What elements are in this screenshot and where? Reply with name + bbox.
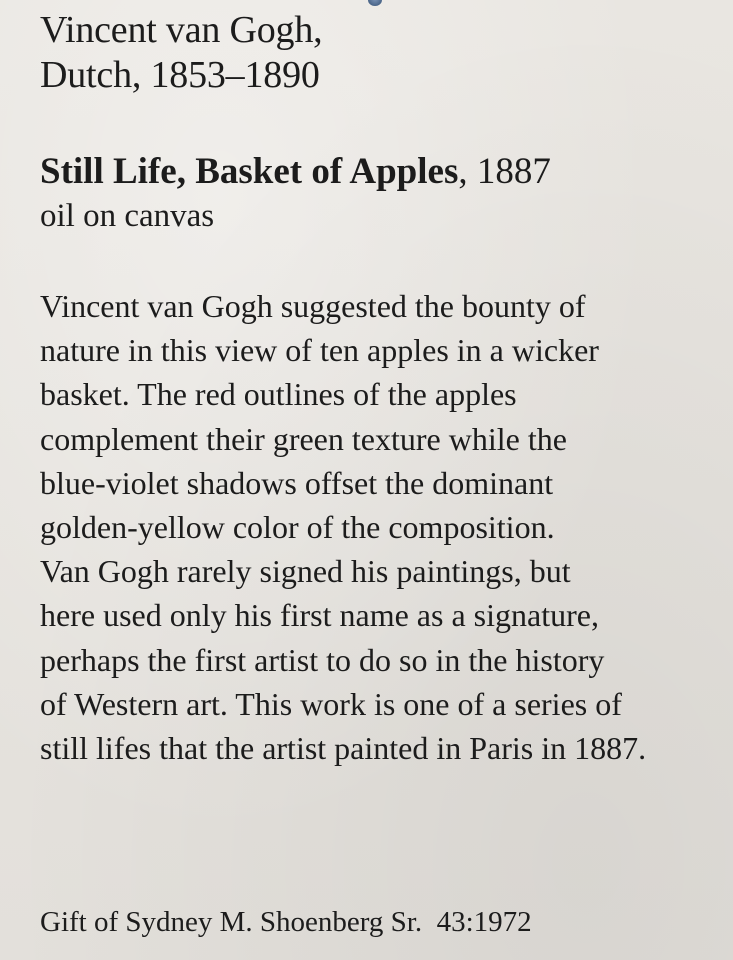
artwork-year: 1887 <box>467 151 551 192</box>
artist-name: Vincent van Gogh, <box>40 9 323 51</box>
artist-block <box>40 8 322 98</box>
artwork-title-line <box>40 150 551 194</box>
title-separator: , <box>458 151 468 192</box>
description-line: still lifes that the artist painted in Paris in 1887. <box>40 730 647 767</box>
description-line: Vincent van Gogh suggested the bounty of <box>40 288 586 324</box>
artwork-description <box>40 284 646 770</box>
description-line: blue-violet shadows offset the dominant <box>40 464 554 501</box>
description-line: nature in this view of ten apples in a wicker <box>40 332 599 369</box>
artist-nationality-dates: Dutch, 1853–1890 <box>40 54 320 96</box>
description-line: complement their green texture while the <box>40 420 567 457</box>
description-line: golden-yellow color of the composition. <box>40 509 555 546</box>
description-line: here used only his first name as a signature, <box>40 597 599 634</box>
description-line: Van Gogh rarely signed his paintings, but <box>40 553 571 590</box>
credit-line: Gift of Sydney M. Shoenberg Sr. 43:1972 <box>40 906 532 938</box>
description-line: of Western art. This work is one of a series of <box>40 685 622 722</box>
artwork-title: Still Life, Basket of Apples <box>40 151 459 192</box>
description-line: basket. The red outlines of the apples <box>40 376 517 413</box>
description-line: perhaps the first artist to do so in the history <box>40 641 605 678</box>
museum-label <box>40 0 730 960</box>
artwork-medium: oil on canvas <box>40 198 215 234</box>
